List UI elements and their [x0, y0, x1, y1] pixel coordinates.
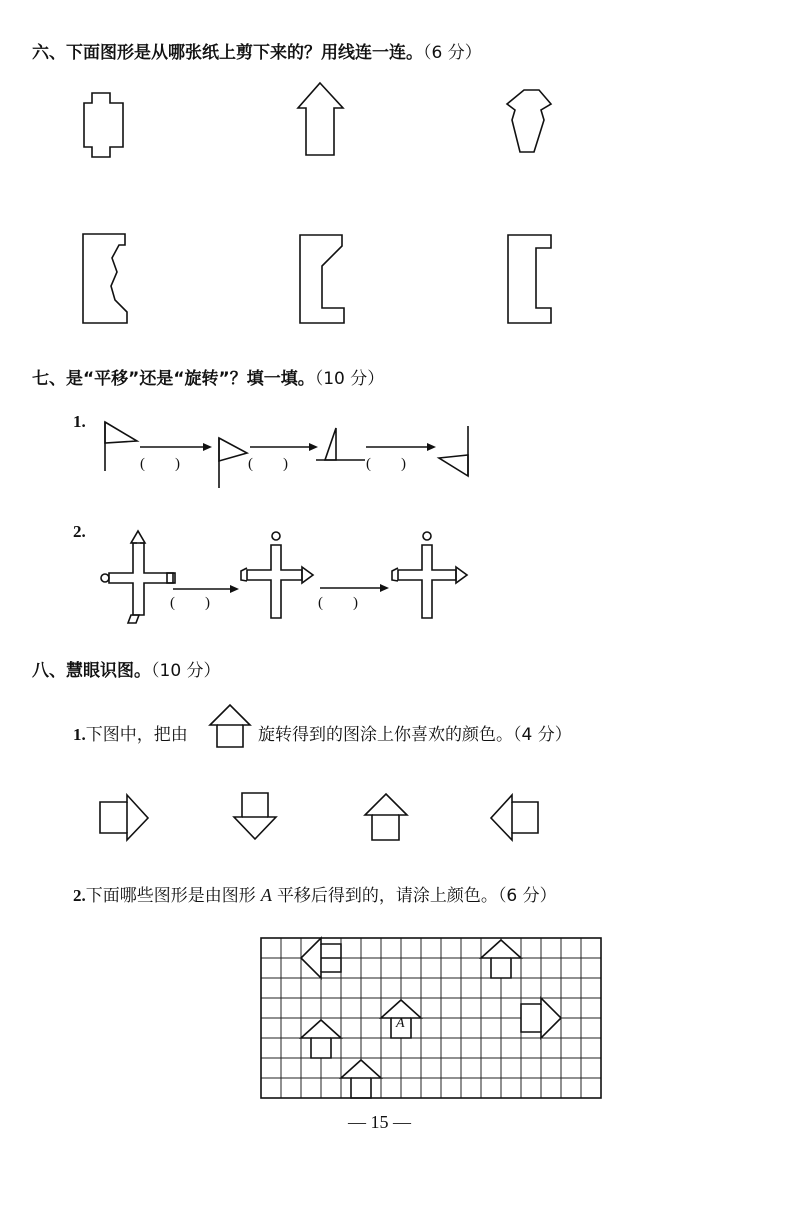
- section-8-q2: 2.下面哪些图形是由图形 A 平移后得到的，请涂上颜色。（6 分）: [73, 885, 557, 906]
- grid-house-up-bottom: [341, 1060, 381, 1098]
- answer-blank-5[interactable]: ( ): [318, 595, 358, 611]
- section-8-heading: 八、慧眼识图。（10 分）: [32, 661, 221, 681]
- answer-blank-4[interactable]: ( ): [170, 595, 210, 611]
- section-7-q1-number: 1.: [73, 412, 86, 431]
- grid-house-up-top: [481, 940, 521, 978]
- answer-blank-1[interactable]: ( ): [140, 456, 180, 472]
- grid-label-A: A: [396, 1016, 405, 1031]
- answer-blank-3[interactable]: ( ): [366, 456, 406, 472]
- page-number: — 15 —: [348, 1112, 411, 1132]
- section-7-q2-number: 2.: [73, 522, 86, 541]
- section-7-heading: 七、是“平移”还是“旋转”？填一填。（10 分）: [32, 369, 385, 389]
- section-8-q1: 1.下图中，把由: [73, 725, 188, 745]
- section-6-heading: 六、下面图形是从哪张纸上剪下来的？用线连一连。（6 分）: [32, 43, 482, 63]
- section-8-q1-rest: 旋转得到的图涂上你喜欢的颜色。（4 分）: [258, 725, 572, 745]
- grid-house-up-left: [301, 1020, 341, 1058]
- answer-blank-2[interactable]: ( ): [248, 456, 288, 472]
